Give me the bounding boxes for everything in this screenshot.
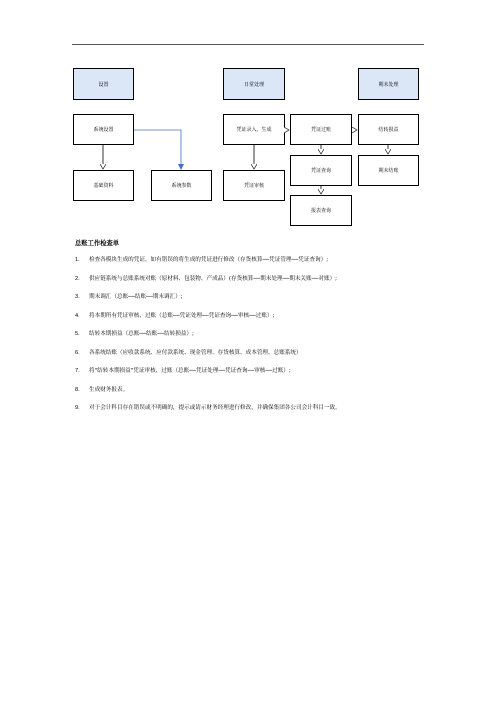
item-number: 9. <box>75 405 80 411</box>
node-system-params: 系统参数 <box>151 170 212 201</box>
item-number: 1. <box>75 257 80 263</box>
list-item <box>75 256 435 275</box>
item-text: 供应链系统与总账系统对账（原材料、包装物、产成品）(存货核算──期末处理──期末关账──对账）; <box>89 275 338 282</box>
item-text: 将本期所有凭证审核、过账（总账──凭证处理──凭证查询──审核──过账）; <box>89 312 275 319</box>
node-period-end: 期末处理 <box>358 68 419 100</box>
node-system-setup: 系统设置 <box>73 114 134 145</box>
item-text: 结转本期损益（总账──结账──结转损益）; <box>89 331 194 337</box>
list-item <box>75 349 435 368</box>
item-number: 8. <box>75 386 80 393</box>
checklist <box>75 256 435 423</box>
node-voucher-entry: 凭证录入、生成 <box>223 114 285 145</box>
list-item <box>75 330 435 349</box>
list-item <box>75 386 435 405</box>
node-voucher-post: 凭证过账 <box>290 114 352 145</box>
node-basic-data: 基础资料 <box>73 170 134 201</box>
checklist-title: 总账工作检查单 <box>75 240 120 247</box>
item-text: 对于会计科目存在错误或不明确的，提示或请示财务经理进行修改，并确保集团各公司会计科目一致。 <box>89 405 341 411</box>
item-number: 2. <box>75 275 80 282</box>
node-period-close: 期末结账 <box>358 155 419 186</box>
node-daily: 日常处理 <box>223 68 285 100</box>
list-item <box>75 275 435 294</box>
item-text: 各系统结账（应收款系统、应付款系统、现金管理、存货核算、成本管理、总账系统） <box>89 349 302 356</box>
item-number: 4. <box>75 312 80 319</box>
node-report-query: 报表查询 <box>290 195 352 226</box>
header-rule <box>72 44 424 45</box>
item-number: 6. <box>75 349 80 356</box>
list-item <box>75 293 435 312</box>
connector-setup-to-params <box>134 130 181 169</box>
item-text: 生成财务报表。 <box>89 386 129 393</box>
item-number: 5. <box>75 331 80 337</box>
node-voucher-query: 凭证查询 <box>290 155 352 186</box>
item-number: 3. <box>75 294 80 300</box>
item-number: 7. <box>75 368 80 374</box>
list-item <box>75 404 435 423</box>
item-text: 检查各模块生成的凭证，如有错误的将生成的凭证进行修改（存货核算──凭证管理──凭证查询）; <box>89 257 329 263</box>
item-text: 将"结转本期损益"凭证审核、过账（总账──凭证处理──凭证查询──审核──过账）; <box>89 368 291 374</box>
item-text: 期末调汇（总账──结账──期末调汇）; <box>89 294 183 300</box>
node-voucher-audit: 凭证审核 <box>223 170 285 201</box>
node-setup: 设置 <box>73 68 134 100</box>
node-carry-profit-loss: 结转损益 <box>358 114 419 145</box>
list-item <box>75 367 435 386</box>
list-item <box>75 312 435 331</box>
